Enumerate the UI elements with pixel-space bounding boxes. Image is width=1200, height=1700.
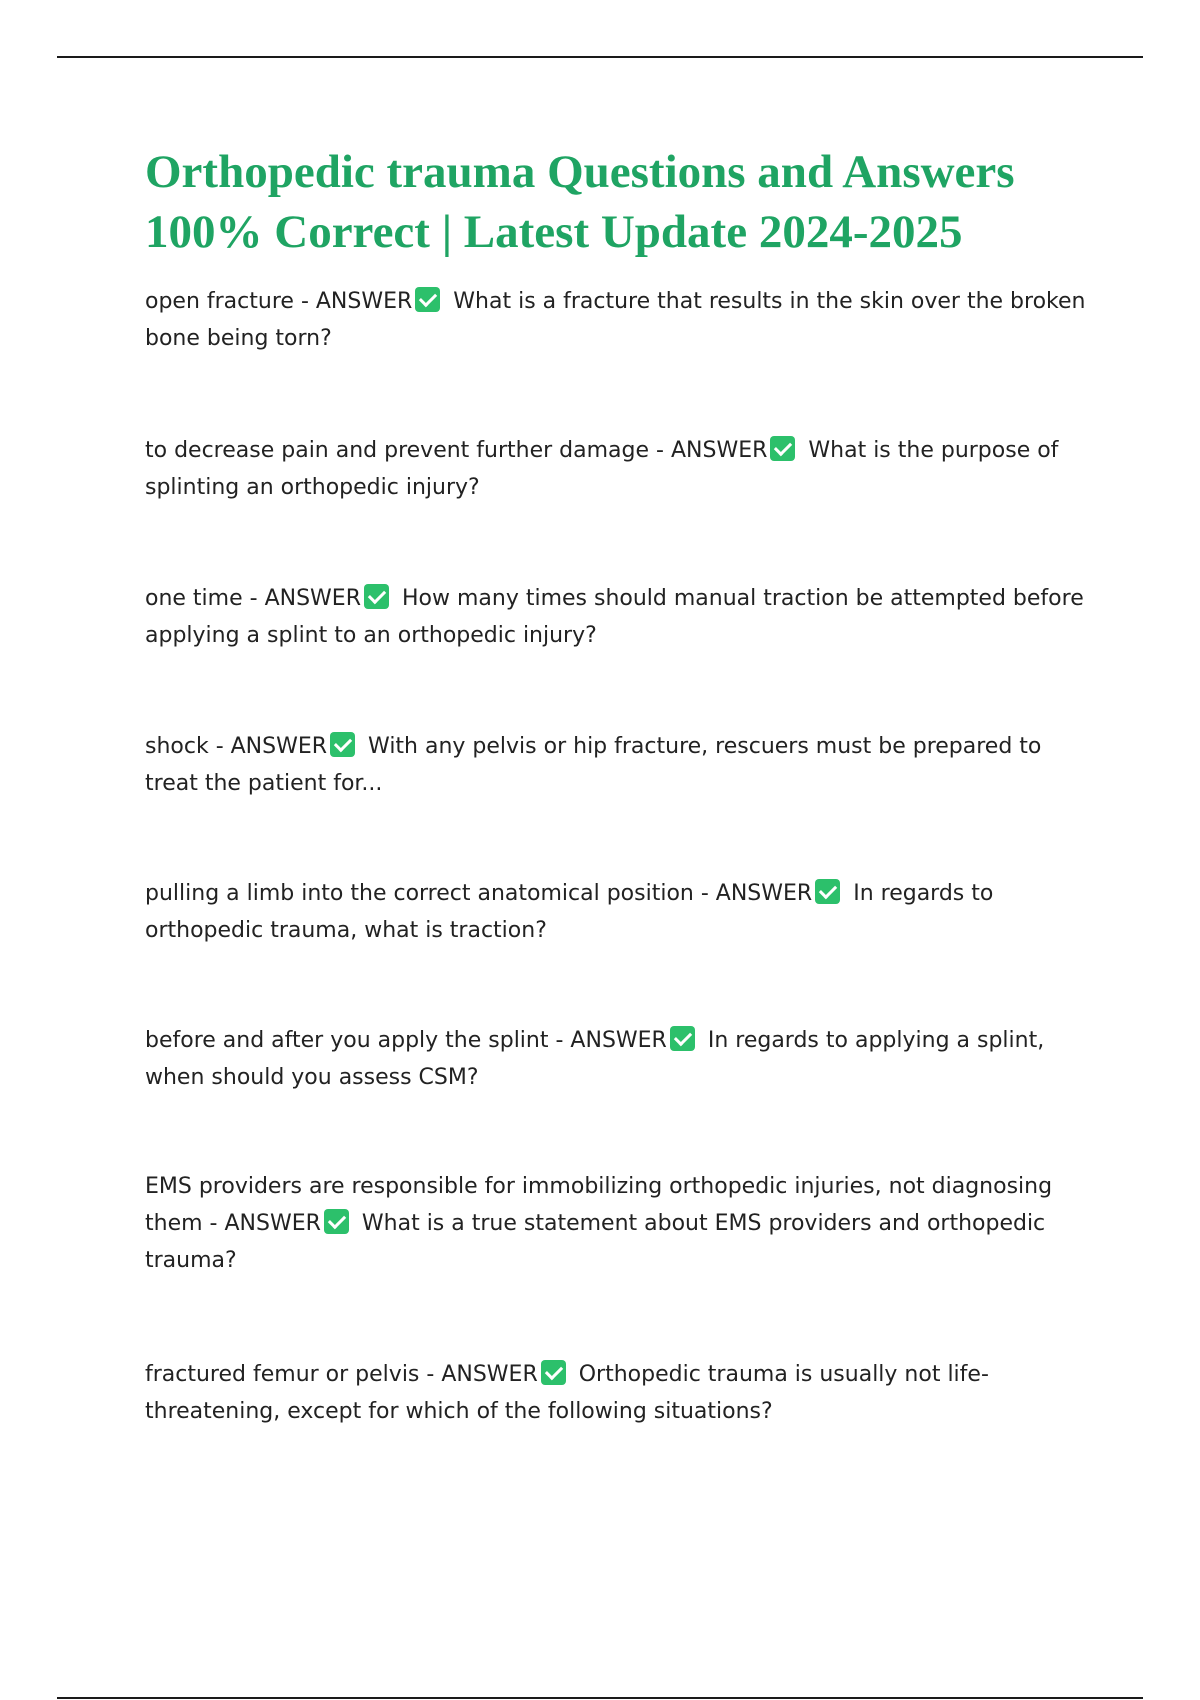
question-text: In regards to applying a splint, when should you assess CSM? — [145, 1028, 1045, 1090]
qa-item — [145, 875, 1090, 949]
answer-text: shock — [145, 734, 209, 759]
qa-item — [145, 1356, 1090, 1430]
answer-marker: - ANSWER — [700, 881, 813, 906]
answer-text: pulling a limb into the correct anatomical position — [145, 881, 694, 906]
qa-item — [145, 283, 1090, 357]
answer-marker: - ANSWER — [249, 586, 361, 611]
qa-item — [145, 432, 1090, 506]
qa-item — [145, 1022, 1090, 1096]
question-text: With any pelvis or hip fracture, rescuers must be prepared to treat the patient for... — [145, 734, 1042, 796]
check-icon — [770, 436, 795, 461]
check-icon — [330, 732, 355, 757]
check-icon — [324, 1209, 349, 1234]
check-icon — [815, 879, 840, 904]
answer-text: open fracture — [145, 289, 294, 314]
question-text: In regards to orthopedic trauma, what is traction? — [145, 881, 994, 943]
question-text: How many times should manual traction be attempted before applying a splint to an orthopedic injury? — [145, 586, 1084, 648]
top-rule — [57, 56, 1143, 58]
qa-item — [145, 580, 1090, 654]
answer-text: to decrease pain and prevent further damage — [145, 438, 650, 463]
answer-marker: - ANSWER — [215, 734, 328, 759]
check-icon — [364, 584, 389, 609]
question-text: What is a fracture that results in the skin over the broken bone being torn? — [145, 289, 1086, 351]
check-icon — [670, 1026, 695, 1051]
qa-item — [145, 728, 1090, 802]
question-text: What is a true statement about EMS providers and orthopedic trauma? — [145, 1211, 1046, 1273]
bottom-rule — [57, 1697, 1143, 1699]
answer-marker: - ANSWER — [426, 1362, 538, 1387]
answer-text: before and after you apply the splint — [145, 1028, 549, 1053]
answer-text: EMS providers are responsible for immobilizing orthopedic injuries, not diagnosing them — [145, 1174, 1053, 1236]
answer-marker: - ANSWER — [555, 1028, 667, 1053]
question-text: Orthopedic trauma is usually not life-threatening, except for which of the following situations? — [145, 1362, 989, 1424]
answer-marker: - ANSWER — [656, 438, 768, 463]
question-text: What is the purpose of splinting an orthopedic injury? — [145, 438, 1059, 500]
answer-marker: - ANSWER — [300, 289, 413, 314]
page-title: Orthopedic trauma Questions and Answers 100% Correct | Latest Update 2024-2025 — [145, 146, 1015, 258]
answer-text: fractured femur or pelvis — [145, 1362, 420, 1387]
qa-item — [145, 1168, 1090, 1279]
answer-marker: - ANSWER — [209, 1211, 321, 1236]
check-icon — [415, 287, 440, 312]
check-icon — [541, 1360, 566, 1385]
answer-text: one time — [145, 586, 243, 611]
